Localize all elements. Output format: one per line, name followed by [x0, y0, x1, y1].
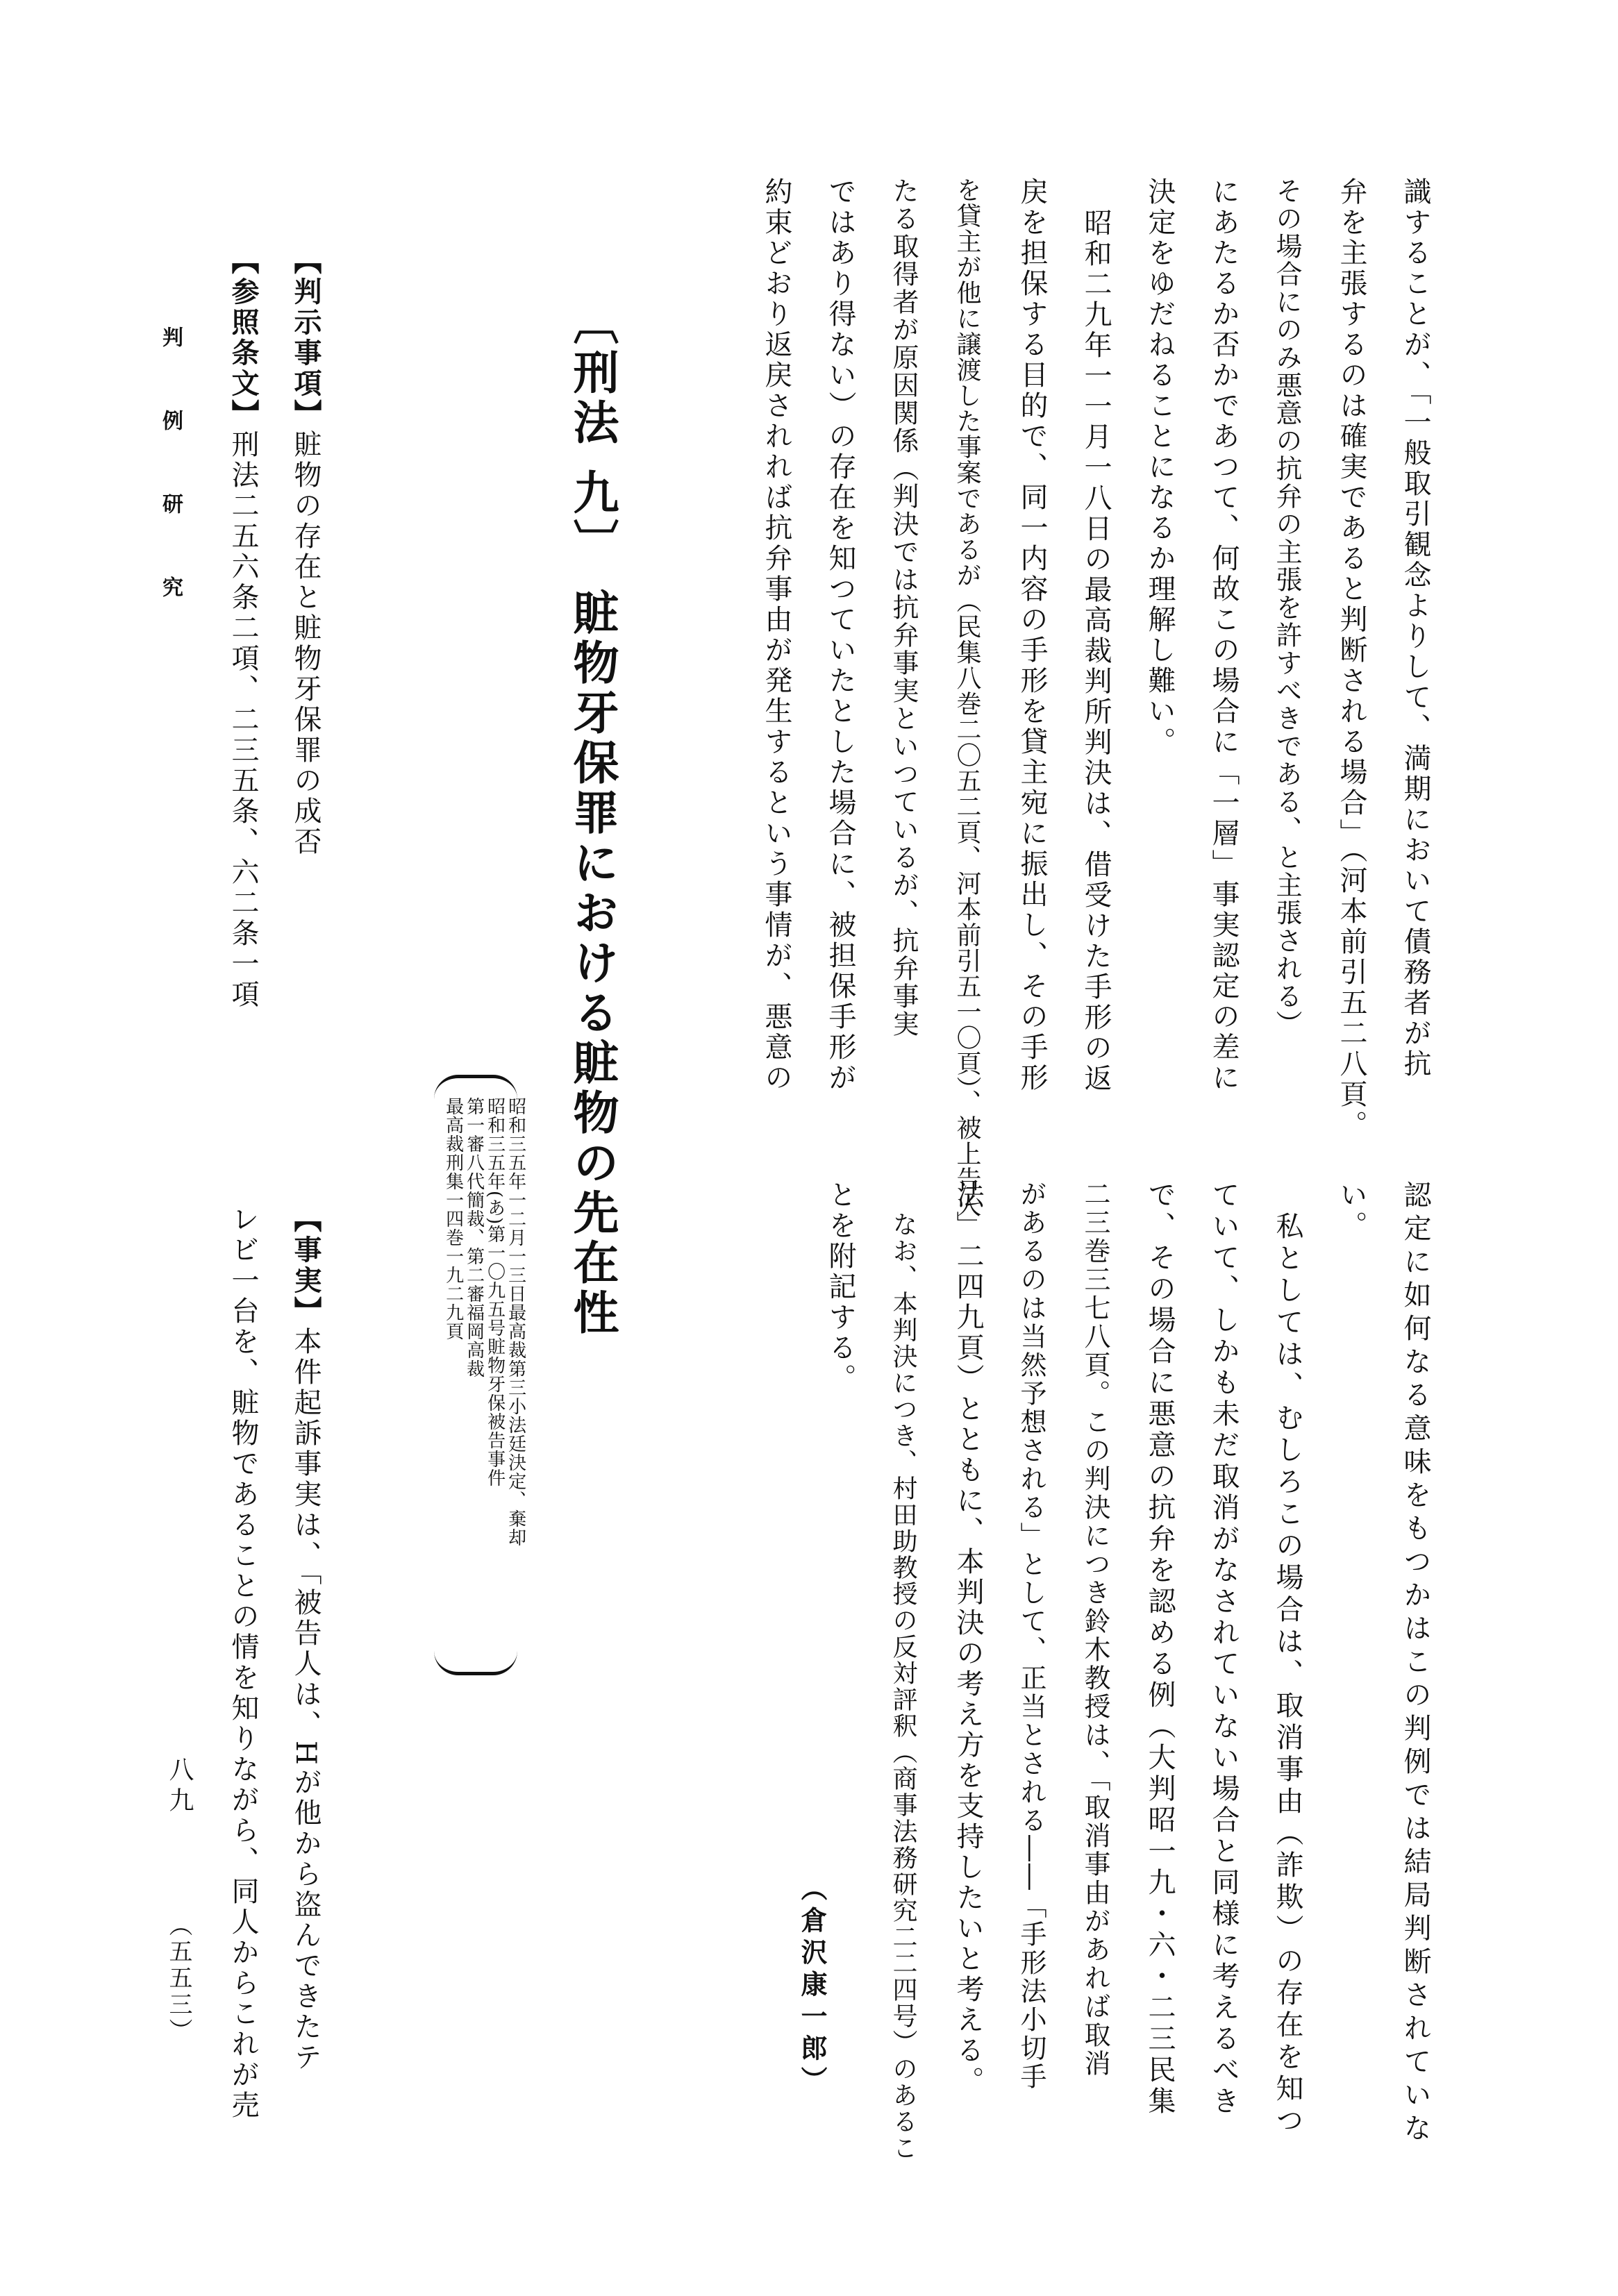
case-info-3: 第一審八代簡裁、第二審福岡高裁 [463, 1097, 485, 1378]
case-info-bracket-bottom [434, 1651, 517, 1675]
facts-label: 【事実】 [290, 1205, 322, 1327]
lower-col-7: があるのは当然予想される」として、正当とされる――「手形法小切手 [1016, 1180, 1046, 2091]
reference-text: 刑法二五六条二項、二三五条、六二条一項 [227, 430, 259, 1010]
upper-col-3: その場合にのみ悪意の抗弁の主張を許すべきである、と主張される） [1271, 177, 1302, 1038]
facts-col-2: レビ一台を、賍物であることの情を知りながら、同人からこれが売 [227, 1205, 259, 2121]
facts-line-1: 本件起訴事実は、「被告人は、Hが他から盗んできたテ [290, 1327, 322, 2073]
facts-col-1 [290, 1205, 322, 2073]
running-head: 判 例 研 究 [158, 326, 183, 618]
upper-col-6: 昭和二九年一一月一八日の最高裁判所判決は、借受けた手形の返 [1080, 208, 1112, 1094]
page-number: 八九 [165, 1757, 194, 1818]
case-info-1: 昭和三五年一二月一三日最高裁第三小法廷決定、棄却 [505, 1097, 526, 1547]
holding-label: 【判示事項】 [290, 246, 322, 430]
upper-col-4: にあたるか否かであつて、何故この場合に「一層」事実認定の差に [1208, 177, 1240, 1093]
page-number-paren: （五五三） [165, 1913, 192, 2045]
lower-col-1: 認定に如何なる意味をもつかはこの判例では結局判断されていな [1399, 1180, 1431, 2147]
holding [290, 246, 322, 857]
lower-col-3: 私としては、むしろこの場合は、取消事由（詐欺）の存在を知つ [1271, 1212, 1303, 2138]
upper-col-2: 弁を主張するのは確実であると判断される場合」（河本前引五二八頁。 [1335, 177, 1367, 1141]
lower-col-5: で、その場合に悪意の抗弁を認める例（大判昭一九・六・二三民集 [1144, 1180, 1176, 2118]
upper-col-11: 約束どおり返戻されれば抗弁事由が発生するという事情が、悪意の [760, 177, 792, 1093]
holding-text: 賍物の存在と賍物牙保罪の成否 [290, 430, 322, 857]
lower-col-4: ていて、しかも未だ取消がなされていない場合と同様に考えるべき [1208, 1180, 1240, 2118]
case-info-4: 最高裁刑集一四巻一九二九頁 [442, 1097, 464, 1341]
upper-col-5: 決定をゆだねることになるか理解し難い。 [1144, 177, 1176, 757]
reference-label: 【参照条文】 [227, 246, 260, 430]
upper-col-10: ではあり得ない）の存在を知つていたとした場合に、被担保手形が [824, 177, 856, 1093]
upper-col-7: 戻を担保する目的で、同一内容の手形を貸主宛に振出し、その手形 [1016, 177, 1048, 1093]
lower-col-9: なお、本判決につき、村田助教授の反対評釈（商事法務研究二二四号）のあるこ [889, 1212, 917, 2161]
reference [227, 246, 260, 1010]
author-signature: （倉沢康一郎） [797, 1875, 828, 2098]
lower-col-2: い。 [1335, 1180, 1367, 1241]
upper-col-8: を貸主が他に譲渡した事案であるが（民集八巻二〇五二頁、河本前引五一〇頁）、被上告人 [953, 177, 981, 1218]
case-title: 〔刑法 九〕 賍物牙保罪における賍物の先在性 [565, 299, 619, 1339]
lower-col-10: とを附記する。 [824, 1180, 856, 1394]
upper-col-9: たる取得者が原因関係（判決では抗弁事実といつているが、抗弁事実 [888, 177, 919, 1038]
lower-col-6: 二三巻三七八頁。この判決につき鈴木教授は、「取消事由があれば取消 [1080, 1180, 1110, 2078]
case-info-bracket-top [434, 1075, 517, 1099]
case-info-2: 昭和三五年(あ)第一〇九五号賍物牙保被告事件 [484, 1097, 506, 1488]
upper-col-1: 識することが、「一般取引観念よりして、満期において債務者が抗 [1399, 177, 1431, 1080]
lower-col-8: 法」二四九頁）とともに、本判決の考え方を支持したいと考える。 [952, 1180, 984, 2097]
